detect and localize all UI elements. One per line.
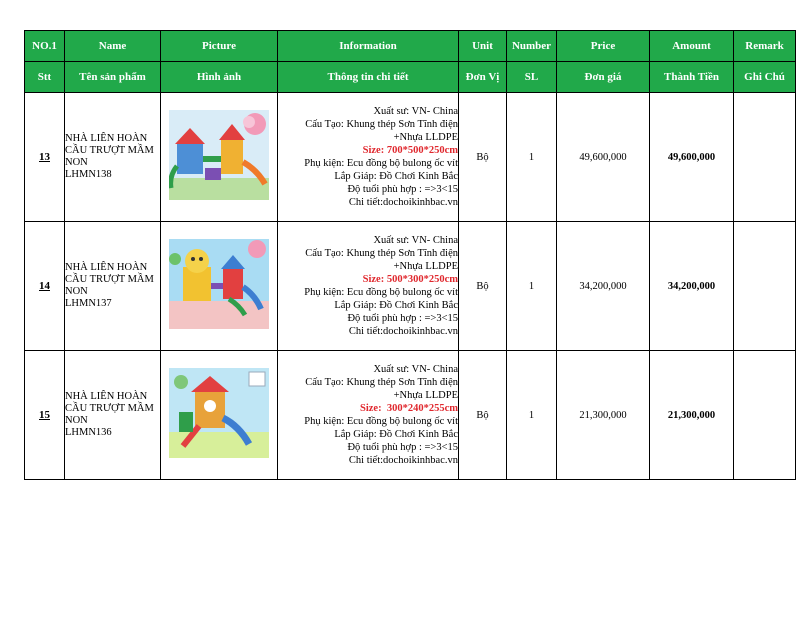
product-name-line: NHÀ LIÊN HOÀN xyxy=(65,262,148,273)
quantity-cell: 1 xyxy=(507,351,557,480)
col-header-stt: Stt xyxy=(25,62,65,93)
amount-cell: 21,300,000 xyxy=(650,351,734,480)
info-structure-material: +Nhựa LLDPE xyxy=(393,390,458,401)
info-install: Lắp Giáp: Đồ Chơi Kinh Bắc xyxy=(334,300,458,311)
product-name-line: NHÀ LIÊN HOÀN xyxy=(65,391,148,402)
col-header-don-vi: Đơn Vị xyxy=(459,62,507,93)
product-name-line: NON xyxy=(65,286,88,297)
row-number: 13 xyxy=(25,93,65,222)
amount-cell: 34,200,000 xyxy=(650,222,734,351)
col-header-information: Information xyxy=(278,31,459,62)
info-install: Lắp Giáp: Đồ Chơi Kinh Bắc xyxy=(334,429,458,440)
col-header-hinh-anh: Hình ảnh xyxy=(161,62,278,93)
unit-cell: Bộ xyxy=(459,351,507,480)
info-structure: Cấu Tạo: Khung thép Sơn Tĩnh điện xyxy=(305,119,458,130)
product-picture xyxy=(161,222,278,351)
product-name xyxy=(65,93,161,222)
playground-image xyxy=(169,110,269,200)
table-row xyxy=(25,93,796,222)
col-header-price: Price xyxy=(557,31,650,62)
info-structure-material: +Nhựa LLDPE xyxy=(393,132,458,143)
col-header-remark: Remark xyxy=(734,31,796,62)
col-header-amount: Amount xyxy=(650,31,734,62)
product-name-line: CẦU TRƯỢT MẦM xyxy=(65,403,154,414)
quantity-cell: 1 xyxy=(507,93,557,222)
info-origin: Xuất sư: VN- China xyxy=(373,106,458,117)
header-row-vietnamese xyxy=(25,62,796,93)
col-header-don-gia: Đơn giá xyxy=(557,62,650,93)
header-row-english xyxy=(25,31,796,62)
product-name xyxy=(65,351,161,480)
price-cell: 34,200,000 xyxy=(557,222,650,351)
remark-cell xyxy=(734,222,796,351)
product-name-line: NON xyxy=(65,415,88,426)
info-install: Lắp Giáp: Đồ Chơi Kinh Bắc xyxy=(334,171,458,182)
info-detail-link: Chi tiết:dochoikinhbac.vn xyxy=(348,455,458,466)
info-age: Độ tuổi phù hợp : =>3<15 xyxy=(347,442,458,453)
quantity-cell: 1 xyxy=(507,222,557,351)
product-code: LHMN138 xyxy=(65,169,112,180)
product-name-line: CẦU TRƯỢT MẦM xyxy=(65,274,154,285)
info-origin: Xuất sư: VN- China xyxy=(373,235,458,246)
amount-cell: 49,600,000 xyxy=(650,93,734,222)
product-information xyxy=(278,93,459,222)
info-age: Độ tuổi phù hợp : =>3<15 xyxy=(347,184,458,195)
info-age: Độ tuổi phù hợp : =>3<15 xyxy=(347,313,458,324)
row-number: 15 xyxy=(25,351,65,480)
info-structure-material: +Nhựa LLDPE xyxy=(393,261,458,272)
row-number: 14 xyxy=(25,222,65,351)
product-code: LHMN136 xyxy=(65,427,112,438)
product-information xyxy=(278,351,459,480)
product-quote-table xyxy=(24,30,796,480)
info-size: Size: 300*240*255cm xyxy=(360,403,458,414)
product-name-line: NON xyxy=(65,157,88,168)
unit-cell: Bộ xyxy=(459,222,507,351)
price-cell: 21,300,000 xyxy=(557,351,650,480)
col-header-unit: Unit xyxy=(459,31,507,62)
info-size: Size: 700*500*250cm xyxy=(362,145,458,156)
col-header-thanh-tien: Thành Tiền xyxy=(650,62,734,93)
playground-image xyxy=(169,368,269,458)
info-origin: Xuất sư: VN- China xyxy=(373,364,458,375)
product-information xyxy=(278,222,459,351)
info-structure: Cấu Tạo: Khung thép Sơn Tĩnh điện xyxy=(305,248,458,259)
col-header-sl: SL xyxy=(507,62,557,93)
unit-cell: Bộ xyxy=(459,93,507,222)
table-row xyxy=(25,351,796,480)
table-row xyxy=(25,222,796,351)
product-name xyxy=(65,222,161,351)
col-header-picture: Picture xyxy=(161,31,278,62)
info-accessories: Phụ kiện: Ecu đồng bộ bulong ốc vít xyxy=(304,416,458,427)
product-name-line: NHÀ LIÊN HOÀN xyxy=(65,133,148,144)
info-accessories: Phụ kiện: Ecu đồng bộ bulong ốc vít xyxy=(304,287,458,298)
product-picture xyxy=(161,351,278,480)
info-structure: Cấu Tạo: Khung thép Sơn Tĩnh điện xyxy=(305,377,458,388)
remark-cell xyxy=(734,351,796,480)
product-name-line: CẦU TRƯỢT MẦM xyxy=(65,145,154,156)
info-detail-link: Chi tiết:dochoikinhbac.vn xyxy=(348,326,458,337)
col-header-ghi-chu: Ghi Chú xyxy=(734,62,796,93)
remark-cell xyxy=(734,93,796,222)
product-picture xyxy=(161,93,278,222)
info-size: Size: 500*300*250cm xyxy=(362,274,458,285)
product-code: LHMN137 xyxy=(65,298,112,309)
price-cell: 49,600,000 xyxy=(557,93,650,222)
info-accessories: Phụ kiện: Ecu đồng bộ bulong ốc vít xyxy=(304,158,458,169)
col-header-number: Number xyxy=(507,31,557,62)
playground-image xyxy=(169,239,269,329)
col-header-no: NO.1 xyxy=(25,31,65,62)
info-detail-link: Chi tiết:dochoikinhbac.vn xyxy=(348,197,458,208)
col-header-ten-san-pham: Tên sản phẩm xyxy=(65,62,161,93)
col-header-thong-tin: Thông tin chi tiết xyxy=(278,62,459,93)
col-header-name: Name xyxy=(65,31,161,62)
